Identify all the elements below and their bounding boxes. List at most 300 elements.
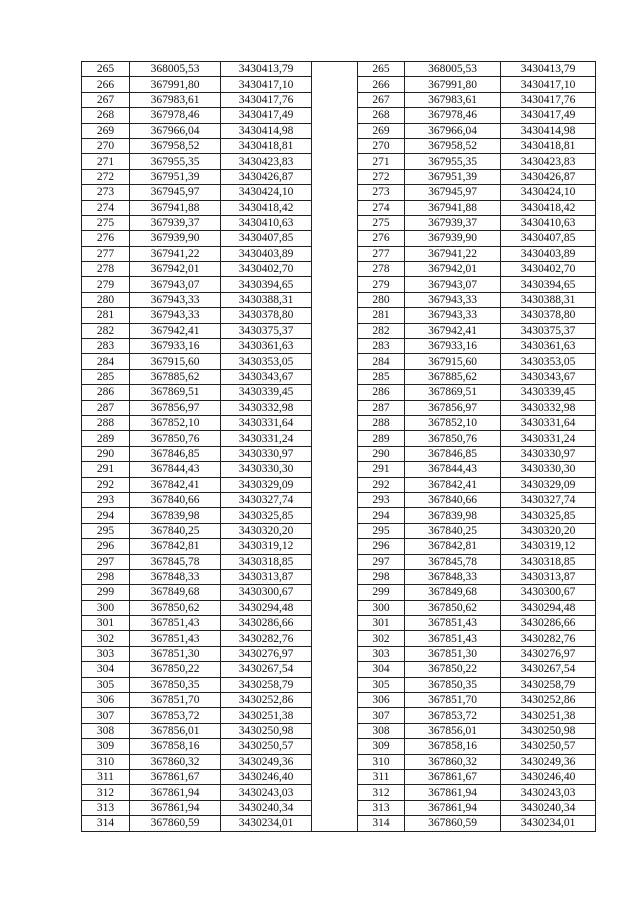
right-x-coordinate-cell: 367951,39 — [405, 169, 501, 184]
left-x-coordinate-cell: 367983,61 — [130, 92, 221, 107]
right-point-number-cell: 298 — [358, 569, 405, 584]
right-point-number-cell: 292 — [358, 477, 405, 492]
left-y-coordinate-cell: 3430418,42 — [221, 200, 312, 215]
column-spacer — [312, 631, 358, 646]
left-x-coordinate-cell: 367851,43 — [130, 631, 221, 646]
left-x-coordinate-cell: 367853,72 — [130, 708, 221, 723]
left-x-coordinate-cell: 367842,81 — [130, 539, 221, 554]
left-y-coordinate-cell: 3430313,87 — [221, 569, 312, 584]
table-row — [82, 769, 596, 784]
right-x-coordinate-cell: 367849,68 — [405, 585, 501, 600]
left-y-coordinate-cell: 3430331,64 — [221, 415, 312, 430]
left-y-coordinate-cell: 3430378,80 — [221, 308, 312, 323]
left-y-coordinate-cell: 3430249,36 — [221, 754, 312, 769]
left-x-coordinate-cell: 367943,33 — [130, 308, 221, 323]
left-point-number-cell: 305 — [82, 677, 130, 692]
left-point-number-cell: 312 — [82, 785, 130, 800]
left-point-number-cell: 302 — [82, 631, 130, 646]
table-row — [82, 354, 596, 369]
right-y-coordinate-cell: 3430319,12 — [501, 539, 596, 554]
right-point-number-cell: 265 — [358, 62, 405, 77]
left-point-number-cell: 290 — [82, 446, 130, 461]
column-spacer — [312, 169, 358, 184]
right-point-number-cell: 291 — [358, 462, 405, 477]
right-x-coordinate-cell: 367943,33 — [405, 292, 501, 307]
column-spacer — [312, 185, 358, 200]
left-x-coordinate-cell: 367856,01 — [130, 723, 221, 738]
right-point-number-cell: 284 — [358, 354, 405, 369]
table-row — [82, 62, 596, 77]
table-row — [82, 400, 596, 415]
left-point-number-cell: 314 — [82, 816, 130, 831]
right-y-coordinate-cell: 3430243,03 — [501, 785, 596, 800]
table-row — [82, 600, 596, 615]
left-y-coordinate-cell: 3430424,10 — [221, 185, 312, 200]
left-x-coordinate-cell: 367842,41 — [130, 477, 221, 492]
left-x-coordinate-cell: 367851,43 — [130, 616, 221, 631]
table-row — [82, 169, 596, 184]
left-point-number-cell: 265 — [82, 62, 130, 77]
right-x-coordinate-cell: 367853,72 — [405, 708, 501, 723]
left-y-coordinate-cell: 3430246,40 — [221, 769, 312, 784]
right-point-number-cell: 270 — [358, 138, 405, 153]
column-spacer — [312, 600, 358, 615]
column-spacer — [312, 215, 358, 230]
table-row — [82, 631, 596, 646]
column-spacer — [312, 323, 358, 338]
column-spacer — [312, 200, 358, 215]
right-point-number-cell: 288 — [358, 415, 405, 430]
column-spacer — [312, 646, 358, 661]
left-y-coordinate-cell: 3430402,70 — [221, 262, 312, 277]
left-point-number-cell: 273 — [82, 185, 130, 200]
right-y-coordinate-cell: 3430325,85 — [501, 508, 596, 523]
right-y-coordinate-cell: 3430410,63 — [501, 215, 596, 230]
table-row — [82, 339, 596, 354]
left-y-coordinate-cell: 3430388,31 — [221, 292, 312, 307]
left-x-coordinate-cell: 367861,94 — [130, 800, 221, 815]
column-spacer — [312, 477, 358, 492]
table-row — [82, 246, 596, 261]
left-point-number-cell: 293 — [82, 492, 130, 507]
column-spacer — [312, 693, 358, 708]
left-y-coordinate-cell: 3430243,03 — [221, 785, 312, 800]
table-row — [82, 138, 596, 153]
right-y-coordinate-cell: 3430353,05 — [501, 354, 596, 369]
column-spacer — [312, 354, 358, 369]
right-x-coordinate-cell: 367958,52 — [405, 138, 501, 153]
left-y-coordinate-cell: 3430343,67 — [221, 369, 312, 384]
left-y-coordinate-cell: 3430329,09 — [221, 477, 312, 492]
right-y-coordinate-cell: 3430331,24 — [501, 431, 596, 446]
right-x-coordinate-cell: 367840,66 — [405, 492, 501, 507]
left-x-coordinate-cell: 367933,16 — [130, 339, 221, 354]
table-row — [82, 77, 596, 92]
column-spacer — [312, 292, 358, 307]
right-point-number-cell: 314 — [358, 816, 405, 831]
right-y-coordinate-cell: 3430250,98 — [501, 723, 596, 738]
right-x-coordinate-cell: 367858,16 — [405, 739, 501, 754]
right-point-number-cell: 313 — [358, 800, 405, 815]
right-point-number-cell: 307 — [358, 708, 405, 723]
right-point-number-cell: 281 — [358, 308, 405, 323]
right-y-coordinate-cell: 3430361,63 — [501, 339, 596, 354]
left-y-coordinate-cell: 3430331,24 — [221, 431, 312, 446]
left-y-coordinate-cell: 3430414,98 — [221, 123, 312, 138]
left-x-coordinate-cell: 367943,33 — [130, 292, 221, 307]
right-point-number-cell: 279 — [358, 277, 405, 292]
right-point-number-cell: 296 — [358, 539, 405, 554]
right-point-number-cell: 286 — [358, 385, 405, 400]
left-point-number-cell: 285 — [82, 369, 130, 384]
left-x-coordinate-cell: 367845,78 — [130, 554, 221, 569]
left-y-coordinate-cell: 3430300,67 — [221, 585, 312, 600]
left-x-coordinate-cell: 367839,98 — [130, 508, 221, 523]
right-y-coordinate-cell: 3430249,36 — [501, 754, 596, 769]
table-row — [82, 723, 596, 738]
right-x-coordinate-cell: 367852,10 — [405, 415, 501, 430]
left-x-coordinate-cell: 367852,10 — [130, 415, 221, 430]
right-point-number-cell: 304 — [358, 662, 405, 677]
table-row — [82, 585, 596, 600]
right-y-coordinate-cell: 3430339,45 — [501, 385, 596, 400]
right-y-coordinate-cell: 3430327,74 — [501, 492, 596, 507]
left-x-coordinate-cell: 367850,35 — [130, 677, 221, 692]
column-spacer — [312, 508, 358, 523]
right-point-number-cell: 312 — [358, 785, 405, 800]
right-x-coordinate-cell: 367943,33 — [405, 308, 501, 323]
right-x-coordinate-cell: 367850,35 — [405, 677, 501, 692]
column-spacer — [312, 108, 358, 123]
left-x-coordinate-cell: 367846,85 — [130, 446, 221, 461]
column-spacer — [312, 308, 358, 323]
right-y-coordinate-cell: 3430418,81 — [501, 138, 596, 153]
left-x-coordinate-cell: 367851,30 — [130, 646, 221, 661]
right-x-coordinate-cell: 367942,41 — [405, 323, 501, 338]
column-spacer — [312, 62, 358, 77]
right-y-coordinate-cell: 3430251,38 — [501, 708, 596, 723]
left-y-coordinate-cell: 3430413,79 — [221, 62, 312, 77]
right-point-number-cell: 302 — [358, 631, 405, 646]
left-y-coordinate-cell: 3430234,01 — [221, 816, 312, 831]
column-spacer — [312, 492, 358, 507]
column-spacer — [312, 816, 358, 831]
table-row — [82, 123, 596, 138]
right-x-coordinate-cell: 367861,94 — [405, 800, 501, 815]
left-x-coordinate-cell: 367941,88 — [130, 200, 221, 215]
column-spacer — [312, 262, 358, 277]
table-row — [82, 662, 596, 677]
left-point-number-cell: 279 — [82, 277, 130, 292]
right-x-coordinate-cell: 367842,41 — [405, 477, 501, 492]
right-point-number-cell: 278 — [358, 262, 405, 277]
left-point-number-cell: 268 — [82, 108, 130, 123]
left-point-number-cell: 272 — [82, 169, 130, 184]
coordinates-table — [81, 61, 596, 832]
left-point-number-cell: 306 — [82, 693, 130, 708]
left-point-number-cell: 277 — [82, 246, 130, 261]
left-x-coordinate-cell: 367966,04 — [130, 123, 221, 138]
right-x-coordinate-cell: 367945,97 — [405, 185, 501, 200]
column-spacer — [312, 446, 358, 461]
left-y-coordinate-cell: 3430250,98 — [221, 723, 312, 738]
right-y-coordinate-cell: 3430394,65 — [501, 277, 596, 292]
right-point-number-cell: 306 — [358, 693, 405, 708]
right-y-coordinate-cell: 3430417,49 — [501, 108, 596, 123]
left-y-coordinate-cell: 3430330,30 — [221, 462, 312, 477]
right-point-number-cell: 308 — [358, 723, 405, 738]
left-x-coordinate-cell: 367885,62 — [130, 369, 221, 384]
left-point-number-cell: 284 — [82, 354, 130, 369]
column-spacer — [312, 739, 358, 754]
right-x-coordinate-cell: 367978,46 — [405, 108, 501, 123]
column-spacer — [312, 754, 358, 769]
left-y-coordinate-cell: 3430258,79 — [221, 677, 312, 692]
table-row — [82, 523, 596, 538]
table-row — [82, 292, 596, 307]
right-y-coordinate-cell: 3430329,09 — [501, 477, 596, 492]
right-y-coordinate-cell: 3430294,48 — [501, 600, 596, 615]
right-point-number-cell: 300 — [358, 600, 405, 615]
left-x-coordinate-cell: 367945,97 — [130, 185, 221, 200]
right-point-number-cell: 283 — [358, 339, 405, 354]
right-x-coordinate-cell: 367955,35 — [405, 154, 501, 169]
column-spacer — [312, 92, 358, 107]
table-row — [82, 508, 596, 523]
left-x-coordinate-cell: 367849,68 — [130, 585, 221, 600]
right-y-coordinate-cell: 3430286,66 — [501, 616, 596, 631]
left-point-number-cell: 303 — [82, 646, 130, 661]
column-spacer — [312, 769, 358, 784]
table-row — [82, 108, 596, 123]
left-point-number-cell: 289 — [82, 431, 130, 446]
left-y-coordinate-cell: 3430417,49 — [221, 108, 312, 123]
left-point-number-cell: 280 — [82, 292, 130, 307]
right-point-number-cell: 272 — [358, 169, 405, 184]
right-x-coordinate-cell: 367850,22 — [405, 662, 501, 677]
table-row — [82, 646, 596, 661]
left-point-number-cell: 301 — [82, 616, 130, 631]
right-point-number-cell: 310 — [358, 754, 405, 769]
table-row — [82, 92, 596, 107]
right-y-coordinate-cell: 3430250,57 — [501, 739, 596, 754]
column-spacer — [312, 785, 358, 800]
right-y-coordinate-cell: 3430276,97 — [501, 646, 596, 661]
left-point-number-cell: 286 — [82, 385, 130, 400]
left-x-coordinate-cell: 367955,35 — [130, 154, 221, 169]
right-y-coordinate-cell: 3430402,70 — [501, 262, 596, 277]
table-row — [82, 785, 596, 800]
column-spacer — [312, 616, 358, 631]
table-row — [82, 231, 596, 246]
table-row — [82, 800, 596, 815]
right-y-coordinate-cell: 3430388,31 — [501, 292, 596, 307]
right-point-number-cell: 294 — [358, 508, 405, 523]
right-point-number-cell: 276 — [358, 231, 405, 246]
left-point-number-cell: 274 — [82, 200, 130, 215]
column-spacer — [312, 708, 358, 723]
left-point-number-cell: 310 — [82, 754, 130, 769]
left-point-number-cell: 313 — [82, 800, 130, 815]
right-y-coordinate-cell: 3430423,83 — [501, 154, 596, 169]
left-point-number-cell: 288 — [82, 415, 130, 430]
right-x-coordinate-cell: 367860,32 — [405, 754, 501, 769]
left-point-number-cell: 276 — [82, 231, 130, 246]
right-y-coordinate-cell: 3430330,97 — [501, 446, 596, 461]
right-y-coordinate-cell: 3430417,76 — [501, 92, 596, 107]
left-x-coordinate-cell: 368005,53 — [130, 62, 221, 77]
right-y-coordinate-cell: 3430234,01 — [501, 816, 596, 831]
left-y-coordinate-cell: 3430426,87 — [221, 169, 312, 184]
left-x-coordinate-cell: 367860,59 — [130, 816, 221, 831]
left-y-coordinate-cell: 3430267,54 — [221, 662, 312, 677]
left-point-number-cell: 275 — [82, 215, 130, 230]
right-x-coordinate-cell: 367885,62 — [405, 369, 501, 384]
left-y-coordinate-cell: 3430319,12 — [221, 539, 312, 554]
left-point-number-cell: 297 — [82, 554, 130, 569]
right-x-coordinate-cell: 367915,60 — [405, 354, 501, 369]
right-y-coordinate-cell: 3430258,79 — [501, 677, 596, 692]
right-y-coordinate-cell: 3430282,76 — [501, 631, 596, 646]
left-y-coordinate-cell: 3430276,97 — [221, 646, 312, 661]
left-y-coordinate-cell: 3430330,97 — [221, 446, 312, 461]
right-y-coordinate-cell: 3430378,80 — [501, 308, 596, 323]
right-y-coordinate-cell: 3430426,87 — [501, 169, 596, 184]
right-x-coordinate-cell: 367850,76 — [405, 431, 501, 446]
table-row — [82, 816, 596, 831]
table-row — [82, 308, 596, 323]
right-point-number-cell: 267 — [358, 92, 405, 107]
right-y-coordinate-cell: 3430318,85 — [501, 554, 596, 569]
table-row — [82, 677, 596, 692]
right-point-number-cell: 290 — [358, 446, 405, 461]
left-y-coordinate-cell: 3430250,57 — [221, 739, 312, 754]
column-spacer — [312, 385, 358, 400]
right-y-coordinate-cell: 3430417,10 — [501, 77, 596, 92]
column-spacer — [312, 369, 358, 384]
left-point-number-cell: 309 — [82, 739, 130, 754]
table-row — [82, 616, 596, 631]
right-y-coordinate-cell: 3430300,67 — [501, 585, 596, 600]
left-x-coordinate-cell: 367939,37 — [130, 215, 221, 230]
column-spacer — [312, 662, 358, 677]
right-x-coordinate-cell: 367840,25 — [405, 523, 501, 538]
right-x-coordinate-cell: 367856,97 — [405, 400, 501, 415]
column-spacer — [312, 554, 358, 569]
column-spacer — [312, 154, 358, 169]
column-spacer — [312, 677, 358, 692]
right-x-coordinate-cell: 367856,01 — [405, 723, 501, 738]
right-point-number-cell: 274 — [358, 200, 405, 215]
right-point-number-cell: 311 — [358, 769, 405, 784]
right-y-coordinate-cell: 3430414,98 — [501, 123, 596, 138]
left-x-coordinate-cell: 367844,43 — [130, 462, 221, 477]
table-row — [82, 385, 596, 400]
right-point-number-cell: 287 — [358, 400, 405, 415]
table-row — [82, 754, 596, 769]
table-row — [82, 185, 596, 200]
right-point-number-cell: 285 — [358, 369, 405, 384]
left-point-number-cell: 308 — [82, 723, 130, 738]
column-spacer — [312, 523, 358, 538]
right-point-number-cell: 309 — [358, 739, 405, 754]
left-x-coordinate-cell: 367915,60 — [130, 354, 221, 369]
left-y-coordinate-cell: 3430251,38 — [221, 708, 312, 723]
left-y-coordinate-cell: 3430418,81 — [221, 138, 312, 153]
table-row — [82, 431, 596, 446]
right-y-coordinate-cell: 3430332,98 — [501, 400, 596, 415]
left-point-number-cell: 307 — [82, 708, 130, 723]
left-x-coordinate-cell: 367850,62 — [130, 600, 221, 615]
right-x-coordinate-cell: 367851,43 — [405, 616, 501, 631]
table-row — [82, 323, 596, 338]
right-x-coordinate-cell: 367860,59 — [405, 816, 501, 831]
left-y-coordinate-cell: 3430410,63 — [221, 215, 312, 230]
left-y-coordinate-cell: 3430332,98 — [221, 400, 312, 415]
table-row — [82, 739, 596, 754]
right-x-coordinate-cell: 367983,61 — [405, 92, 501, 107]
table-row — [82, 262, 596, 277]
left-y-coordinate-cell: 3430417,10 — [221, 77, 312, 92]
right-y-coordinate-cell: 3430240,34 — [501, 800, 596, 815]
right-x-coordinate-cell: 367933,16 — [405, 339, 501, 354]
right-x-coordinate-cell: 367848,33 — [405, 569, 501, 584]
left-x-coordinate-cell: 367851,70 — [130, 693, 221, 708]
right-x-coordinate-cell: 367851,43 — [405, 631, 501, 646]
left-y-coordinate-cell: 3430327,74 — [221, 492, 312, 507]
left-y-coordinate-cell: 3430318,85 — [221, 554, 312, 569]
right-point-number-cell: 277 — [358, 246, 405, 261]
table-row — [82, 446, 596, 461]
right-x-coordinate-cell: 367844,43 — [405, 462, 501, 477]
right-point-number-cell: 280 — [358, 292, 405, 307]
table-row — [82, 539, 596, 554]
column-spacer — [312, 400, 358, 415]
column-spacer — [312, 723, 358, 738]
right-point-number-cell: 293 — [358, 492, 405, 507]
left-point-number-cell: 295 — [82, 523, 130, 538]
column-spacer — [312, 77, 358, 92]
right-point-number-cell: 303 — [358, 646, 405, 661]
table-row — [82, 462, 596, 477]
left-point-number-cell: 283 — [82, 339, 130, 354]
right-point-number-cell: 275 — [358, 215, 405, 230]
right-x-coordinate-cell: 367861,67 — [405, 769, 501, 784]
left-point-number-cell: 282 — [82, 323, 130, 338]
left-y-coordinate-cell: 3430320,20 — [221, 523, 312, 538]
left-x-coordinate-cell: 367958,52 — [130, 138, 221, 153]
coordinates-table-body — [82, 62, 596, 832]
left-y-coordinate-cell: 3430417,76 — [221, 92, 312, 107]
left-x-coordinate-cell: 367942,01 — [130, 262, 221, 277]
right-x-coordinate-cell: 367861,94 — [405, 785, 501, 800]
table-row — [82, 554, 596, 569]
right-x-coordinate-cell: 367845,78 — [405, 554, 501, 569]
column-spacer — [312, 431, 358, 446]
right-y-coordinate-cell: 3430407,85 — [501, 231, 596, 246]
right-x-coordinate-cell: 367991,80 — [405, 77, 501, 92]
left-y-coordinate-cell: 3430375,37 — [221, 323, 312, 338]
right-x-coordinate-cell: 367941,22 — [405, 246, 501, 261]
left-x-coordinate-cell: 367939,90 — [130, 231, 221, 246]
left-point-number-cell: 287 — [82, 400, 130, 415]
column-spacer — [312, 539, 358, 554]
column-spacer — [312, 123, 358, 138]
table-row — [82, 369, 596, 384]
right-x-coordinate-cell: 367943,07 — [405, 277, 501, 292]
right-point-number-cell: 301 — [358, 616, 405, 631]
left-x-coordinate-cell: 367858,16 — [130, 739, 221, 754]
